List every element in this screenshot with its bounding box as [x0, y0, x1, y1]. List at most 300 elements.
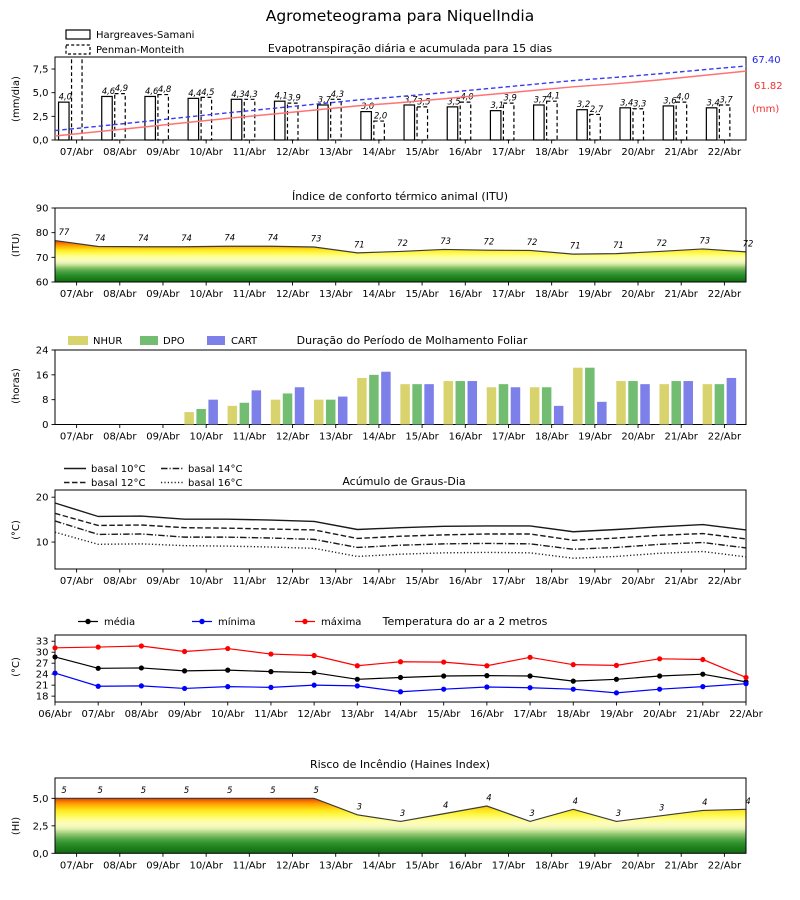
hargreaves-legend-swatch: [66, 30, 90, 39]
y-tick-label: 70: [35, 252, 49, 264]
hargreaves-legend-label: Hargreaves-Samani: [96, 30, 195, 41]
bar-value-label: 2,7: [589, 103, 604, 114]
haines-plot-area: [33, 778, 751, 871]
cart-bar: [252, 390, 262, 424]
x-tick-label: 11/Abr: [232, 860, 267, 872]
x-tick-label: 14/Abr: [362, 289, 396, 300]
molhamento-legend: [68, 336, 258, 347]
series-marker: [355, 683, 360, 688]
x-tick-label: 22/Abr: [729, 709, 763, 720]
point-value-label: 3: [399, 807, 406, 818]
temperatura-legend: [78, 616, 361, 628]
point-value-label: 3: [529, 807, 535, 818]
x-tick-label: 19/Abr: [599, 709, 634, 720]
x-tick-label: 14/Abr: [383, 709, 418, 720]
hargreaves-bar: [447, 107, 458, 140]
basal10-legend-label: basal 10°C: [91, 464, 146, 475]
series-marker: [484, 673, 489, 678]
hargreaves-bar: [145, 96, 156, 140]
penman-bar: [115, 94, 126, 140]
nhur-bar: [616, 381, 626, 424]
grausdia-ylabel: (°C): [11, 520, 22, 540]
x-tick-label: 07/Abr: [59, 860, 94, 872]
point-value-label: 4: [702, 796, 708, 807]
plot-frame: [55, 490, 746, 569]
haines-title: Risco de Incêndio (Haines Index): [309, 758, 491, 771]
series-marker: [527, 685, 532, 690]
x-tick-label: 07/Abr: [59, 147, 94, 158]
x-tick-label: 16/Abr: [448, 147, 482, 158]
point-value-label: 74: [267, 232, 279, 243]
point-value-label: 5: [140, 784, 147, 795]
bar-value-label: 4,1: [274, 90, 288, 101]
bar-value-label: 3,9: [503, 92, 517, 103]
evapo-plot-area: [33, 57, 746, 158]
series-marker: [225, 668, 230, 673]
x-tick-label: 21/Abr: [664, 860, 698, 872]
bar-value-label: 3,7: [533, 94, 548, 105]
hargreaves-bar: [663, 106, 674, 140]
series-marker: [355, 677, 360, 682]
point-value-label: 73: [440, 235, 452, 246]
series-marker: [52, 670, 57, 675]
molhamento-title: Duração do Período de Molhamento Foliar: [296, 334, 528, 347]
y-tick-label: 8: [42, 395, 49, 407]
x-tick-label: 10/Abr: [189, 860, 223, 872]
point-value-label: 74: [138, 233, 149, 244]
x-tick-label: 22/Abr: [707, 576, 742, 587]
y-tick-label: 0,0: [32, 135, 49, 147]
hargreaves-total-label: 61.82: [754, 81, 783, 92]
evapo-title: Evapotranspiração diária e acumulada para 15 dias: [267, 42, 553, 55]
hargreaves-bar: [706, 108, 717, 140]
nhur-bar: [400, 384, 410, 424]
series-marker: [571, 687, 576, 692]
maxima-legend-marker: [302, 619, 307, 624]
x-tick-label: 16/Abr: [448, 860, 482, 872]
x-tick-label: 18/Abr: [534, 431, 569, 443]
bar-value-label: 3,5: [417, 96, 431, 107]
point-value-label: 72: [526, 236, 538, 247]
x-tick-label: 22/Abr: [707, 860, 742, 872]
x-tick-label: 12/Abr: [275, 147, 310, 158]
hargreaves-bar: [490, 111, 501, 140]
penman-bar: [590, 114, 601, 140]
x-tick-label: 13/Abr: [319, 147, 353, 158]
chart-haines-index: [0, 742, 800, 887]
hargreaves-bar: [361, 112, 372, 140]
series-marker: [484, 663, 489, 668]
dpo-bar: [326, 400, 336, 425]
dpo-bar: [196, 409, 206, 425]
series-marker: [96, 644, 101, 649]
x-tick-label: 20/Abr: [621, 431, 655, 443]
x-tick-label: 09/Abr: [146, 431, 180, 443]
x-tick-label: 20/Abr: [621, 289, 655, 300]
point-value-label: 5: [183, 784, 190, 795]
minima-legend-marker: [199, 619, 204, 624]
page-title: Agrometeograma para NiquelIndia: [265, 7, 535, 25]
x-tick-label: 18/Abr: [534, 147, 569, 158]
bar-value-label: 4,6: [145, 85, 159, 96]
x-tick-label: 08/Abr: [124, 709, 159, 720]
point-value-label: 73: [699, 235, 711, 246]
y-tick-label: 5,0: [32, 88, 49, 100]
series-marker: [571, 679, 576, 684]
series-marker: [268, 669, 273, 674]
bar-value-label: 3,0: [360, 101, 375, 112]
series-marker: [398, 675, 403, 680]
dpo-bar: [542, 387, 552, 424]
y-tick-label: 0: [42, 420, 49, 431]
hargreaves-bar: [231, 99, 242, 140]
bar-value-label: 4,8: [158, 84, 172, 95]
nhur-bar: [703, 384, 713, 424]
hargreaves-bar: [404, 105, 415, 140]
bar-value-label: 4,3: [231, 88, 245, 99]
x-tick-label: 10/Abr: [189, 576, 223, 587]
cart-bar: [554, 406, 564, 425]
bar-value-label: 3,2: [576, 99, 591, 110]
series-line-dashdot: [55, 521, 746, 549]
point-value-label: 5: [313, 784, 319, 795]
nhur-bar: [228, 406, 238, 425]
x-tick-label: 09/Abr: [146, 576, 180, 587]
x-tick-label: 13/Abr: [319, 860, 353, 872]
dpo-legend-swatch: [140, 336, 158, 345]
cart-bar: [381, 372, 391, 425]
bar-value-label: 3,1: [490, 100, 504, 111]
point-value-label: 72: [483, 236, 495, 247]
bar-value-label: 4,5: [201, 86, 215, 97]
bar-value-label: 4,0: [676, 91, 690, 102]
bar-value-label: 4,9: [114, 83, 129, 94]
point-value-label: 4: [745, 795, 751, 806]
series-marker: [96, 684, 101, 689]
x-tick-label: 17/Abr: [491, 289, 526, 300]
x-tick-label: 12/Abr: [275, 431, 310, 443]
penman-legend-swatch: [66, 45, 90, 54]
x-tick-label: 09/Abr: [146, 147, 180, 158]
y-tick-label: 0,0: [32, 848, 49, 860]
x-tick-label: 09/Abr: [146, 860, 180, 872]
series-marker: [52, 645, 57, 650]
grausdia-plot-area: [36, 490, 746, 587]
x-tick-label: 07/Abr: [81, 709, 115, 720]
series-marker: [225, 684, 230, 689]
x-tick-label: 15/Abr: [405, 289, 439, 300]
point-value-label: 77: [58, 227, 70, 238]
itu-title: Índice de conforto térmico animal (ITU): [291, 190, 509, 203]
x-tick-label: 08/Abr: [103, 147, 137, 158]
cart-bar: [511, 387, 521, 424]
hargreaves-bar: [188, 98, 199, 140]
nhur-bar: [184, 412, 194, 424]
x-tick-label: 17/Abr: [491, 431, 526, 443]
series-marker: [484, 684, 489, 689]
series-marker: [182, 668, 187, 673]
x-tick-label: 08/Abr: [103, 576, 137, 587]
x-tick-label: 10/Abr: [189, 289, 223, 300]
hargreaves-bar: [102, 96, 113, 140]
x-tick-label: 19/Abr: [578, 289, 612, 300]
bar-value-label: 3,4: [706, 97, 720, 108]
x-tick-label: 15/Abr: [405, 147, 439, 158]
series-marker: [441, 673, 446, 678]
x-tick-label: 22/Abr: [707, 431, 742, 443]
dpo-bar: [585, 368, 595, 425]
nhur-bar: [444, 381, 454, 424]
itu-ylabel: (ITU): [11, 232, 22, 258]
series-marker: [225, 646, 230, 651]
x-tick-label: 17/Abr: [513, 709, 547, 720]
x-tick-label: 21/Abr: [664, 576, 698, 587]
series-marker: [96, 666, 101, 671]
temperatura-plot-area: [36, 635, 764, 720]
x-tick-label: 17/Abr: [491, 576, 526, 587]
series-marker: [139, 683, 144, 688]
x-tick-label: 06/Abr: [38, 709, 72, 720]
dpo-bar: [715, 384, 725, 424]
bar-value-label: 3,7: [317, 94, 332, 105]
point-value-label: 72: [397, 237, 408, 248]
x-tick-label: 13/Abr: [319, 289, 353, 300]
point-value-label: 4: [443, 800, 449, 811]
x-tick-label: 10/Abr: [189, 147, 223, 158]
point-value-label: 4: [572, 795, 578, 806]
bar-value-label: 3,7: [719, 94, 733, 105]
point-value-label: 4: [486, 792, 492, 803]
x-tick-label: 21/Abr: [664, 147, 698, 158]
x-tick-label: 09/Abr: [146, 289, 180, 300]
dpo-bar: [412, 384, 422, 424]
penman-bar: [719, 105, 730, 140]
point-value-label: 5: [227, 784, 233, 795]
point-value-label: 74: [94, 232, 106, 243]
x-tick-label: 14/Abr: [362, 147, 396, 158]
point-value-label: 3: [356, 801, 362, 812]
penman-bar: [287, 103, 298, 140]
x-tick-label: 21/Abr: [686, 709, 720, 720]
x-tick-label: 14/Abr: [362, 860, 396, 872]
y-tick-label: 2,5: [32, 111, 49, 123]
dpo-bar: [456, 381, 466, 424]
point-value-label: 74: [224, 232, 236, 243]
x-tick-label: 18/Abr: [534, 576, 569, 587]
x-tick-label: 21/Abr: [664, 289, 698, 300]
bar-value-label: 4,3: [244, 88, 258, 99]
x-tick-label: 21/Abr: [664, 431, 698, 443]
y-tick-label: 24: [35, 669, 49, 681]
x-tick-label: 08/Abr: [103, 431, 137, 443]
bar-value-label: 4,1: [546, 90, 561, 101]
cart-bar: [640, 384, 650, 424]
penman-total-label: 67.40: [752, 55, 781, 66]
bar-value-label: 2,0: [373, 110, 388, 121]
hargreaves-bar: [577, 110, 588, 140]
minima-legend-label: mínima: [218, 617, 256, 628]
series-marker: [700, 672, 705, 677]
series-marker: [355, 663, 360, 668]
x-tick-label: 18/Abr: [556, 709, 590, 720]
nhur-legend-label: NHUR: [93, 336, 123, 347]
x-tick-label: 13/Abr: [319, 576, 353, 587]
y-tick-label: 80: [35, 228, 49, 240]
y-tick-label: 7,5: [32, 64, 49, 76]
series-marker: [700, 657, 705, 662]
series-marker: [527, 655, 532, 660]
x-tick-label: 18/Abr: [534, 289, 569, 300]
x-tick-label: 17/Abr: [491, 860, 526, 872]
hargreaves-bar: [534, 105, 545, 140]
penman-bar: [503, 103, 514, 140]
bar-value-label: 3,6: [663, 95, 677, 106]
y-tick-label: 18: [35, 691, 49, 703]
series-marker: [657, 673, 662, 678]
series-marker: [441, 659, 446, 664]
point-value-label: 5: [61, 784, 67, 795]
series-marker: [527, 673, 532, 678]
x-tick-label: 20/Abr: [642, 709, 677, 720]
series-marker: [743, 675, 748, 680]
point-value-label: 72: [742, 238, 754, 249]
y-tick-label: 30: [35, 647, 49, 659]
series-marker: [139, 643, 144, 648]
hargreaves-bar: [620, 108, 631, 140]
y-tick-label: 2,5: [32, 821, 49, 833]
penman-bar: [460, 102, 471, 140]
x-tick-label: 20/Abr: [621, 860, 655, 872]
bar-value-label: 4,3: [330, 88, 345, 99]
x-tick-label: 12/Abr: [297, 709, 331, 720]
dpo-bar: [369, 375, 379, 425]
x-tick-label: 14/Abr: [362, 431, 396, 443]
point-value-label: 5: [270, 784, 276, 795]
y-tick-label: 90: [35, 203, 49, 215]
series-marker: [398, 659, 403, 664]
series-marker: [139, 665, 144, 670]
haines-ylabel: (HI): [11, 816, 22, 836]
x-tick-label: 11/Abr: [254, 709, 288, 720]
x-tick-label: 07/Abr: [59, 431, 94, 443]
media-legend-marker: [85, 619, 90, 624]
molhamento-ylabel: (horas): [11, 368, 22, 404]
series-marker: [182, 686, 187, 691]
series-marker: [312, 683, 317, 688]
cart-bar: [424, 384, 434, 424]
point-value-label: 74: [181, 233, 192, 244]
dpo-bar: [671, 381, 681, 424]
series-marker: [614, 663, 619, 668]
series-marker: [52, 654, 57, 659]
x-tick-label: 22/Abr: [707, 289, 742, 300]
penman-bar: [331, 99, 342, 140]
x-tick-label: 10/Abr: [189, 431, 223, 443]
x-tick-label: 19/Abr: [578, 576, 612, 587]
basal14-legend-label: basal 14°C: [188, 464, 243, 475]
bar-value-label: 4,4: [188, 87, 202, 98]
x-tick-label: 16/Abr: [470, 709, 504, 720]
chart-temperature: [0, 592, 800, 726]
evapo-legend: [66, 30, 194, 56]
chart-itu: [0, 178, 800, 310]
maxima-legend-label: máxima: [321, 617, 362, 628]
nhur-bar: [271, 400, 281, 425]
x-tick-label: 20/Abr: [621, 147, 655, 158]
x-tick-label: 17/Abr: [491, 147, 526, 158]
cart-bar: [338, 397, 348, 425]
grausdia-legend: [64, 464, 242, 489]
y-tick-label: 5,0: [32, 793, 49, 805]
x-tick-label: 15/Abr: [426, 709, 461, 720]
x-tick-label: 11/Abr: [232, 576, 267, 587]
cart-bar: [727, 378, 737, 425]
x-tick-label: 15/Abr: [405, 576, 439, 587]
penman-bar: [547, 101, 558, 140]
series-line-solid: [55, 503, 746, 532]
y-tick-label: 24: [35, 345, 49, 357]
x-tick-label: 07/Abr: [59, 576, 94, 587]
dpo-bar: [499, 384, 509, 424]
x-tick-label: 20/Abr: [621, 576, 655, 587]
x-tick-label: 11/Abr: [232, 147, 267, 158]
basal12-legend-label: basal 12°C: [91, 478, 146, 489]
x-tick-label: 11/Abr: [232, 289, 267, 300]
cart-bar: [468, 381, 478, 424]
x-tick-label: 16/Abr: [448, 431, 482, 443]
bar-value-label: 4,0: [460, 91, 474, 102]
penman-bar: [676, 102, 687, 140]
y-tick-label: 10: [35, 537, 49, 549]
y-tick-label: 27: [35, 658, 49, 670]
dpo-bar: [628, 381, 638, 424]
x-tick-label: 08/Abr: [103, 860, 137, 872]
accumulated-unit-label: (mm): [752, 104, 780, 115]
dpo-legend-label: DPO: [163, 336, 185, 347]
x-tick-label: 11/Abr: [232, 431, 267, 443]
itu-plot-area: [36, 204, 754, 301]
x-tick-label: 19/Abr: [578, 431, 612, 443]
cart-legend-swatch: [207, 336, 225, 345]
cart-bar: [295, 387, 305, 424]
bar-value-label: 3,5: [447, 96, 461, 107]
nhur-bar: [357, 378, 367, 425]
bar-value-label: 4,6: [101, 85, 116, 96]
series-marker: [571, 662, 576, 667]
series-marker: [657, 687, 662, 692]
point-value-label: 73: [310, 233, 322, 244]
cart-legend-label: CART: [231, 336, 258, 347]
nhur-bar: [659, 384, 669, 424]
x-tick-label: 12/Abr: [275, 860, 310, 872]
y-tick-label: 20: [35, 492, 49, 504]
molhamento-plot-area: [36, 346, 746, 443]
point-value-label: 71: [569, 240, 581, 251]
series-marker: [312, 653, 317, 658]
series-marker: [700, 684, 705, 689]
series-marker: [614, 677, 619, 682]
point-value-label: 3: [658, 802, 665, 813]
penman-bar: [374, 121, 385, 140]
point-value-label: 3: [615, 807, 622, 818]
x-tick-label: 19/Abr: [578, 860, 612, 872]
penman-legend-label: Penman-Monteith: [96, 45, 185, 56]
nhur-bar: [487, 387, 497, 424]
x-tick-label: 13/Abr: [319, 431, 353, 443]
x-tick-label: 15/Abr: [405, 431, 439, 443]
x-tick-label: 16/Abr: [448, 289, 482, 300]
series-marker: [743, 681, 748, 686]
